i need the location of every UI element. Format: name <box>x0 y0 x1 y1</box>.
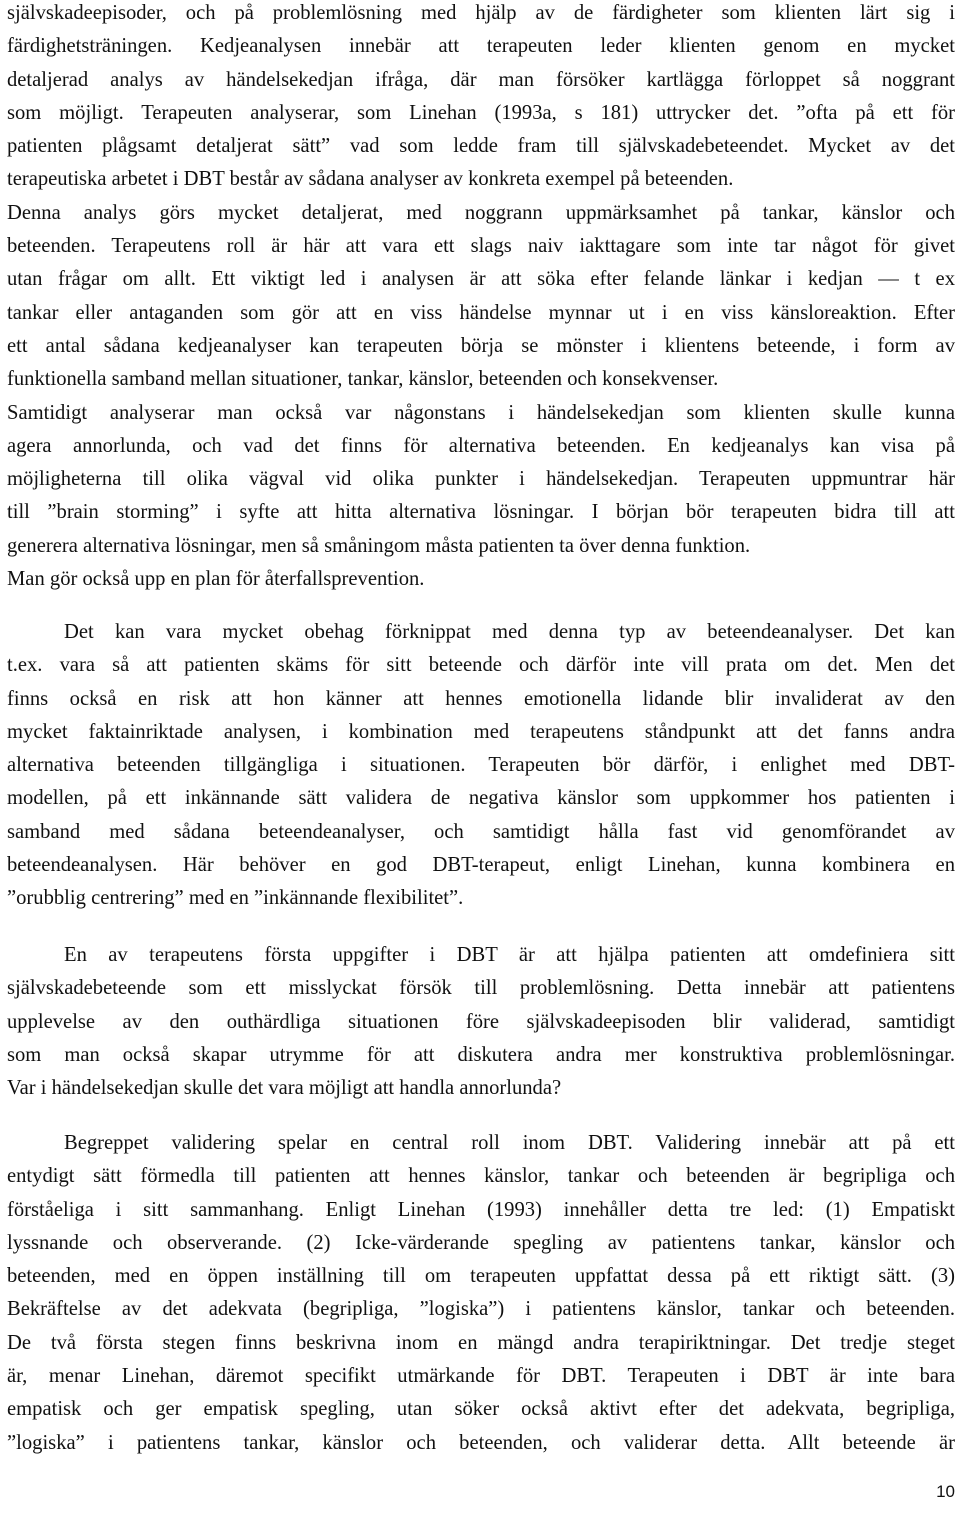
text-line: detaljerad analys av händelsekedjan ifråga, där man försöker kartlägga förloppet så noggrant <box>7 68 955 91</box>
paragraph-kedjeanalys <box>7 0 955 596</box>
text-line: beteendeanalysen. Här behöver en god DBT-terapeut, enligt Linehan, kunna kombinera en <box>7 854 955 877</box>
text-line: som man också skapar utrymme för att diskutera andra mer konstruktiva problemlösningar. <box>7 1043 955 1066</box>
text-line: ”orubblig centrering” med en ”inkännande flexibilitet”. <box>7 887 464 910</box>
paragraph-validering <box>7 1127 955 1460</box>
text-line: Det kan vara mycket obehag förknippat med denna typ av beteendeanalyser. Det kan <box>64 621 955 643</box>
text-line: mycket faktainriktade analysen, i kombination med terapeutens ståndpunkt att det fanns andra <box>7 720 955 743</box>
text-line: Var i händelsekedjan skulle det vara möjligt att handla annorlunda? <box>7 1077 562 1100</box>
text-line: förståeliga i sitt sammanhang. Enligt Linehan (1993) innehåller detta tre led: (1) Empatiskt <box>7 1198 955 1221</box>
text-line: som möjligt. Terapeuten analyserar, som Linehan (1993a, s 181) uttrycker det. ”ofta på ett för <box>7 101 955 124</box>
text-line: ”logiska” i patientens tankar, känslor och beteenden, och validerar detta. Allt beteende är <box>7 1431 955 1454</box>
text-line: lyssnande och observerande. (2) Icke-värderande spegling av patientens tankar, känslor och <box>7 1231 955 1254</box>
paragraph-obehag <box>7 616 955 916</box>
text-line: entydigt sätt förmedla till patienten att hennes känslor, tankar och beteenden är begripliga och <box>7 1165 955 1188</box>
text-line: En av terapeutens första uppgifter i DBT är att hjälpa patienten att omdefiniera sitt <box>64 944 955 966</box>
text-line: möjligheterna till olika vägval vid olika punkter i händelsekedjan. Terapeuten uppmuntrar här <box>7 468 955 491</box>
text-line: funktionella samband mellan situationer, tankar, känslor, beteenden och konsekvenser. <box>7 368 719 391</box>
text-line: Bekräftelse av det adekvata (begripliga, ”logiska”) i patientens känslor, tankar och beteenden. <box>7 1298 955 1321</box>
text-line: samband med sådana beteendeanalyser, och samtidigt hålla fast vid genomförandet av <box>7 820 955 843</box>
text-line: modellen, på ett inkännande sätt validera de negativa känslor som uppkommer hos patienten i <box>7 787 955 810</box>
text-line: ett antal sådana kedjeanalyser kan terapeuten börja se mönster i klientens beteende, i form av <box>7 334 955 357</box>
text-line: självskadebeteende som ett misslyckat försök till problemlösning. Detta innebär att patientens <box>7 977 955 1000</box>
text-line: är, menar Linehan, däremot specifikt utmärkande för DBT. Terapeuten i DBT är inte bara <box>7 1365 955 1388</box>
text-line: alternativa beteenden tillgängliga i situationen. Terapeuten bör därför, i enlighet med DBT- <box>7 754 955 777</box>
text-line: Man gör också upp en plan för återfallsprevention. <box>7 568 425 591</box>
text-line: agera annorlunda, och vad det finns för alternativa beteenden. En kedjeanalys kan visa på <box>7 434 955 457</box>
text-line: upplevelse av den outhärdliga situationen före självskadeepisoden blir validerad, samtidigt <box>7 1010 955 1033</box>
text-line: färdighetsträningen. Kedjeanalysen innebär att terapeuten leder klienten genom en mycket <box>7 35 955 58</box>
text-line: Samtidigt analyserar man också var någonstans i händelsekedjan som klienten skulle kunna <box>7 401 955 424</box>
text-line: beteenden. Terapeutens roll är här att vara ett slags naiv iakttagare som inte tar något för givet <box>7 235 955 258</box>
text-line: till ”brain storming” i syfte att hitta alternativa lösningar. I början bör terapeuten bidra till att <box>7 501 955 524</box>
text-line: generera alternativa lösningar, men så småningom måsta patienten ta över denna funktion. <box>7 534 751 557</box>
text-line: terapeutiska arbetet i DBT består av sådana analyser av konkreta exempel på beteenden. <box>7 168 734 191</box>
text-line: tankar eller antaganden som gör att en viss händelse mynnar ut i en viss känsloreaktion. Efter <box>7 301 955 324</box>
text-line: beteenden, med en öppen inställning till om terapeuten uppfattat dessa på ett riktigt sätt. (3) <box>7 1265 955 1288</box>
text-line: patienten plågsamt detaljerat sätt” vad som ledde fram till självskadebeteendet. Mycket av det <box>7 135 955 158</box>
text-line: utan frågar om allt. Ett viktigt led i analysen är att söka efter felande länkar i kedjan — t ex <box>7 268 955 291</box>
paragraph-omdefiniera <box>7 939 955 1105</box>
text-line: Denna analys görs mycket detaljerat, med noggrann uppmärksamhet på tankar, känslor och <box>7 201 955 224</box>
text-line: Begreppet validering spelar en central roll inom DBT. Validering innebär att på ett <box>64 1132 955 1154</box>
text-line: finns också en risk att hon känner att hennes emotionella lidande blir invaliderat av den <box>7 687 955 710</box>
text-line: t.ex. vara så att patienten skäms för sitt beteende och därför inte vill prata om det. Men det <box>7 654 955 677</box>
text-line: De två första stegen finns beskrivna inom en mängd andra terapiriktningar. Det tredje steget <box>7 1331 955 1354</box>
page-number: 10 <box>936 1482 955 1501</box>
text-line: självskadeepisoder, och på problemlösning med hjälp av de färdigheter som klienten lärt sig i <box>7 2 955 24</box>
text-line: empatisk och ger empatisk spegling, utan söker också aktivt efter det adekvata, begripliga, <box>7 1398 955 1421</box>
